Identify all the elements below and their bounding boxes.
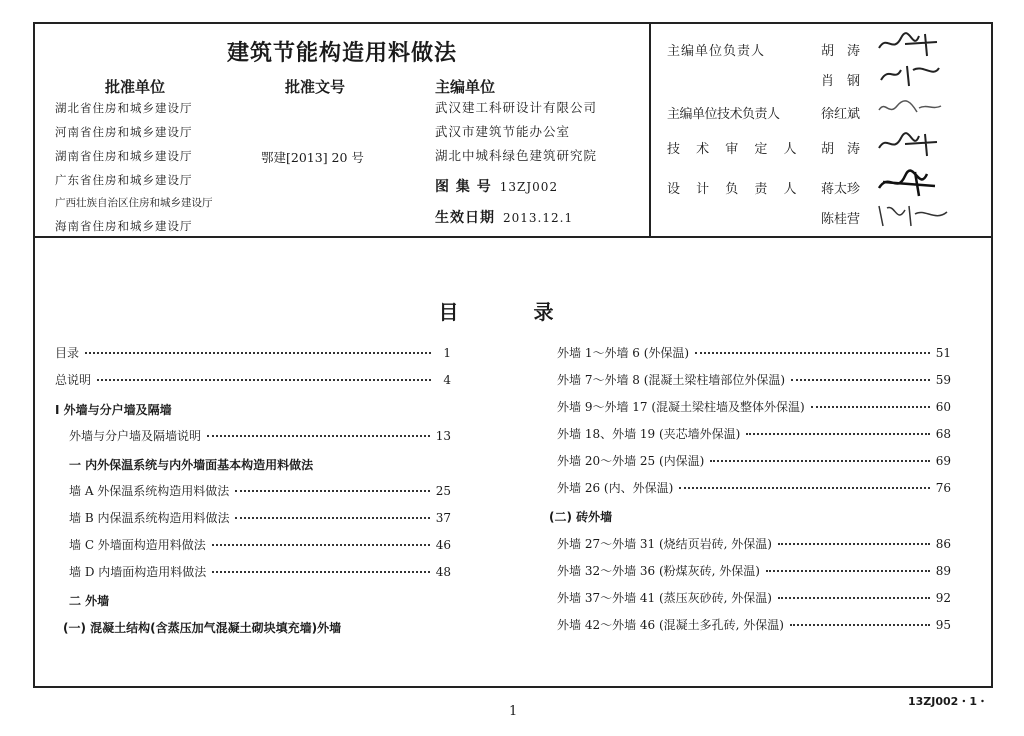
approval-doc-heading: 批准文号 — [285, 78, 346, 96]
person-name: 徐红斌 — [821, 107, 861, 122]
toc-page-number: 89 — [935, 564, 951, 578]
toc-entry-text: 外墙 32～外墙 36 (粉煤灰砖, 外保温) — [557, 564, 760, 578]
leader-dots — [746, 433, 929, 435]
toc-entry[interactable] — [55, 344, 451, 364]
toc-page-number: 95 — [935, 618, 951, 632]
toc-entry[interactable] — [557, 589, 951, 609]
leader-dots — [790, 624, 930, 626]
toc-entry[interactable] — [557, 562, 951, 582]
signature-image — [875, 168, 945, 198]
atlas-number — [435, 176, 558, 196]
toc-page-number: 37 — [435, 511, 451, 525]
toc-section-heading: 二 外墙 — [69, 594, 110, 608]
toc-entry[interactable] — [69, 536, 451, 556]
atlas-title: 建筑节能构造用料做法 — [226, 41, 457, 66]
approval-unit: 广西壮族自治区住房和城乡建设厅 — [55, 197, 213, 209]
toc-entry-text: 外墙 20～外墙 25 (内保温) — [557, 454, 705, 468]
approval-unit: 湖北省住房和城乡建设厅 — [55, 101, 193, 115]
toc-section-heading: Ⅰ 外墙与分户墙及隔墙 — [55, 403, 172, 417]
toc-entry-text: 外墙 42～外墙 46 (混凝土多孔砖, 外保温) — [557, 618, 784, 632]
toc-entry[interactable] — [557, 535, 951, 555]
approval-units-heading: 批准单位 — [105, 78, 166, 96]
signature-image — [875, 30, 945, 58]
person-name: 胡 涛 — [821, 142, 861, 157]
toc-page-number: 76 — [935, 481, 951, 495]
toc-page-number: 59 — [935, 373, 951, 387]
toc-entry-text: 目录 — [55, 346, 80, 360]
toc-entry[interactable] — [557, 371, 951, 391]
signature-image — [875, 130, 945, 158]
approval-unit: 海南省住房和城乡建设厅 — [55, 219, 193, 233]
toc-entry-text: 外墙 9～外墙 17 (混凝土梁柱墙及整体外保温) — [557, 400, 805, 414]
toc-entry-text: 外墙 37～外墙 41 (蒸压灰砂砖, 外保温) — [557, 591, 772, 605]
toc-page-number: 68 — [935, 427, 951, 441]
toc-title: 目 录 — [438, 300, 588, 324]
toc-page-number: 1 — [443, 346, 451, 360]
leader-dots — [235, 490, 429, 492]
atlas-number-value: 13ZJ002 — [499, 180, 559, 194]
toc-entry-text: 外墙 7～外墙 8 (混凝土梁柱墙部位外保温) — [557, 373, 786, 387]
toc-entry-text: 墙 A 外保温系统构造用料做法 — [69, 484, 230, 498]
toc-entry-text: 外墙 26 (内、外保温) — [557, 481, 674, 495]
leader-dots — [235, 517, 429, 519]
effective-date — [435, 207, 573, 227]
person-name: 蒋太珍 — [821, 182, 861, 197]
title-block-divider — [649, 24, 651, 236]
toc-entry[interactable] — [557, 452, 951, 472]
toc-section-heading: 一 内外保温系统与内外墙面基本构造用料做法 — [69, 458, 314, 472]
approval-unit: 河南省住房和城乡建设厅 — [55, 125, 193, 139]
leader-dots — [212, 544, 430, 546]
signature-image — [875, 94, 945, 122]
toc-section-heading: (一) 混凝土结构(含蒸压加气混凝土砌块填充墙)外墙 — [63, 621, 342, 635]
toc-entry-text: 外墙与分户墙及隔墙说明 — [69, 429, 202, 443]
toc-page-number: 46 — [435, 538, 451, 552]
toc-entry[interactable] — [557, 616, 951, 636]
toc-page-number: 51 — [935, 346, 951, 360]
toc-entry-text: 墙 B 内保温系统构造用料做法 — [69, 511, 230, 525]
toc-entry-text: 墙 C 外墙面构造用料做法 — [69, 538, 206, 552]
toc-page-number: 86 — [935, 537, 951, 551]
toc-entry-text: 外墙 18、外墙 19 (夹芯墙外保温) — [557, 427, 741, 441]
toc-entry-text: 墙 D 内墙面构造用料做法 — [69, 565, 207, 579]
toc-entry[interactable] — [55, 371, 451, 391]
leader-dots — [778, 543, 930, 545]
leader-dots — [791, 379, 930, 381]
toc-entry[interactable] — [69, 482, 451, 502]
role-label: 主编单位技术负责人 — [667, 107, 780, 122]
toc-entry[interactable] — [557, 425, 951, 445]
leader-dots — [85, 352, 431, 354]
title-block — [35, 24, 991, 238]
chief-unit: 武汉市建筑节能办公室 — [435, 124, 571, 139]
toc-page-number: 13 — [435, 429, 451, 443]
drawing-frame — [33, 22, 993, 688]
leader-dots — [766, 570, 930, 572]
person-name: 胡 涛 — [821, 44, 861, 59]
toc-page-number: 69 — [935, 454, 951, 468]
approval-doc-number: 鄂建[2013] 20 号 — [261, 150, 364, 165]
toc-entry[interactable] — [557, 479, 951, 499]
leader-dots — [212, 571, 429, 573]
leader-dots — [778, 597, 930, 599]
role-label: 技 术 审 定 人 — [667, 142, 803, 157]
atlas-number-label: 图 集 号 — [435, 179, 492, 195]
toc-page-number: 25 — [435, 484, 451, 498]
leader-dots — [710, 460, 929, 462]
toc-entry[interactable] — [69, 509, 451, 529]
effective-date-label: 生效日期 — [435, 210, 495, 226]
person-name: 肖 钢 — [821, 74, 861, 89]
approval-unit: 湖南省住房和城乡建设厅 — [55, 149, 193, 163]
toc-entry[interactable] — [69, 563, 451, 583]
toc-page-number: 92 — [935, 591, 951, 605]
toc-page-number: 48 — [435, 565, 451, 579]
toc-entry[interactable] — [69, 427, 451, 447]
toc-entry[interactable] — [557, 398, 951, 418]
chief-unit-heading: 主编单位 — [435, 78, 496, 96]
role-label: 主编单位负责人 — [667, 44, 766, 59]
signature-image — [875, 60, 945, 88]
toc-page-number: 4 — [443, 373, 451, 387]
leader-dots — [679, 487, 929, 489]
leader-dots — [207, 435, 430, 437]
signature-image — [875, 200, 955, 230]
toc-entry-text: 总说明 — [55, 373, 92, 387]
effective-date-value: 2013.12.1 — [503, 211, 574, 225]
role-label: 设 计 负 责 人 — [667, 182, 803, 197]
toc-page-number: 60 — [935, 400, 951, 414]
leader-dots — [97, 379, 431, 381]
page-number: 1 — [509, 704, 518, 719]
person-name: 陈桂营 — [821, 212, 861, 227]
toc-entry-text: 外墙 1～外墙 6 (外保温) — [557, 346, 690, 360]
leader-dots — [695, 352, 930, 354]
chief-unit: 湖北中城科绿色建筑研究院 — [435, 148, 598, 163]
toc-entry[interactable] — [557, 344, 951, 364]
chief-unit: 武汉建工科研设计有限公司 — [435, 100, 598, 115]
sheet-code: 13ZJ002・1・ — [908, 695, 988, 708]
approval-unit: 广东省住房和城乡建设厅 — [55, 173, 193, 187]
toc-section-heading: (二) 砖外墙 — [549, 510, 613, 524]
leader-dots — [811, 406, 930, 408]
toc-entry-text: 外墙 27～外墙 31 (烧结页岩砖, 外保温) — [557, 537, 772, 551]
